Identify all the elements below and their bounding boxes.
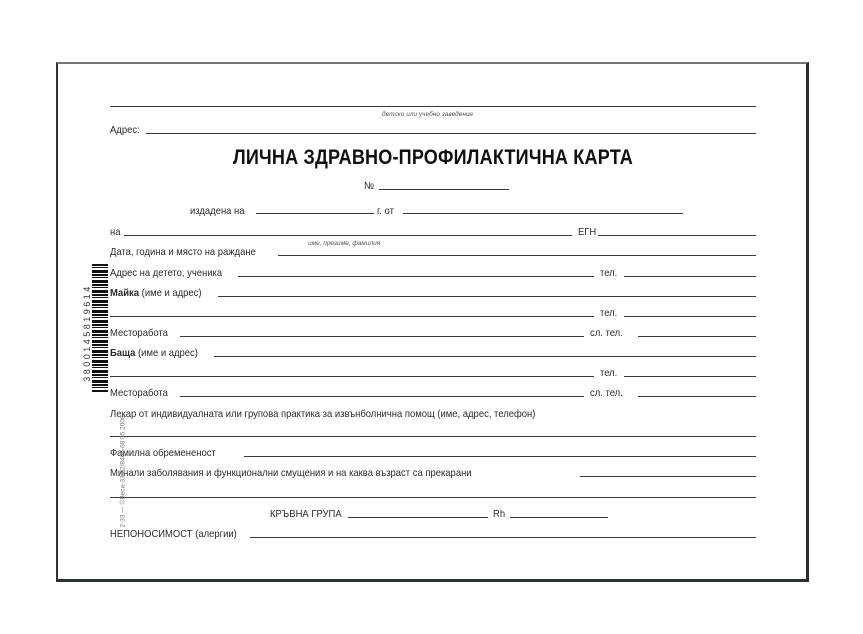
doctor-label: Лекар от индивидуалната или групова практика за извънболнична помощ (име, адрес, телефон) (110, 408, 536, 420)
father-label-bold: Баща (110, 347, 136, 359)
mother-name-address-field[interactable] (218, 296, 756, 297)
print-info: 2-33 — ©Веси-33 02/8466-68 05.2008 (119, 415, 127, 528)
allergy-label: НЕПОНОСИМОСТ (алергии) (110, 528, 237, 540)
father-name-address-field[interactable] (214, 356, 756, 357)
mother-work-field[interactable] (180, 336, 584, 337)
doctor-field[interactable] (110, 436, 756, 437)
number-label: № (364, 180, 375, 192)
mother-phone-field[interactable] (624, 316, 756, 317)
birth-field[interactable] (278, 255, 756, 256)
mother-work-label: Месторабота (110, 327, 168, 339)
father-work-phone-label: сл. тел. (590, 387, 623, 399)
mother-address-field-2[interactable] (110, 316, 594, 317)
to-label: на (110, 226, 121, 238)
father-label (110, 347, 198, 359)
father-work-phone-field[interactable] (638, 396, 756, 397)
number-field[interactable] (379, 189, 509, 190)
father-phone-field[interactable] (624, 376, 756, 377)
blood-group-field[interactable] (348, 517, 488, 518)
father-work-field[interactable] (180, 396, 584, 397)
address-label: Адрес: (110, 124, 140, 136)
institution-field[interactable] (110, 106, 756, 107)
mother-label (110, 287, 202, 299)
diseases-label: Минали заболявания и функционални смущения и на каква възраст са прекарани (110, 467, 472, 479)
address-field[interactable] (146, 133, 756, 134)
mother-work-phone-label: сл. тел. (590, 327, 623, 339)
mother-work-phone-field[interactable] (638, 336, 756, 337)
name-hint: име, презиме, фамилия (308, 240, 381, 247)
diseases-field[interactable] (580, 476, 756, 477)
barcode-number: 3800145819614 (82, 284, 92, 382)
full-name-field[interactable] (124, 235, 572, 236)
mother-phone-label: тел. (600, 307, 618, 319)
egn-label: ЕГН (578, 226, 597, 238)
child-phone-label: тел. (600, 267, 618, 279)
barcode (92, 264, 108, 392)
child-address-field[interactable] (238, 276, 594, 277)
rh-label: Rh (493, 508, 506, 520)
child-address-label: Адрес на детето, ученика (110, 267, 223, 279)
family-label: Фамилна обремененост (110, 447, 216, 459)
year-from-label: г. от (377, 205, 394, 217)
egn-field[interactable] (598, 235, 756, 236)
father-address-field-2[interactable] (110, 376, 594, 377)
blood-group-label: КРЪВНА ГРУПА (270, 508, 342, 520)
issued-by-field[interactable] (403, 213, 683, 214)
father-work-label: Месторабота (110, 387, 168, 399)
issued-date-field[interactable] (256, 213, 374, 214)
father-label-rest: (име и адрес) (138, 347, 198, 359)
mother-label-rest: (име и адрес) (141, 287, 202, 299)
diseases-field-2[interactable] (110, 497, 756, 498)
birth-label: Дата, година и място на раждане (110, 246, 256, 258)
mother-label-bold: Майка (110, 287, 140, 299)
child-phone-field[interactable] (624, 276, 756, 277)
family-field[interactable] (244, 456, 756, 457)
father-phone-label: тел. (600, 367, 618, 379)
issued-on-label: издадена на (190, 205, 245, 217)
page-title: ЛИЧНА ЗДРАВНО-ПРОФИЛАКТИЧНА КАРТА (233, 146, 633, 169)
rh-field[interactable] (510, 517, 608, 518)
institution-hint: детско или учебно заведение (382, 111, 474, 118)
health-card-frame (56, 62, 809, 582)
allergy-field[interactable] (250, 537, 756, 538)
